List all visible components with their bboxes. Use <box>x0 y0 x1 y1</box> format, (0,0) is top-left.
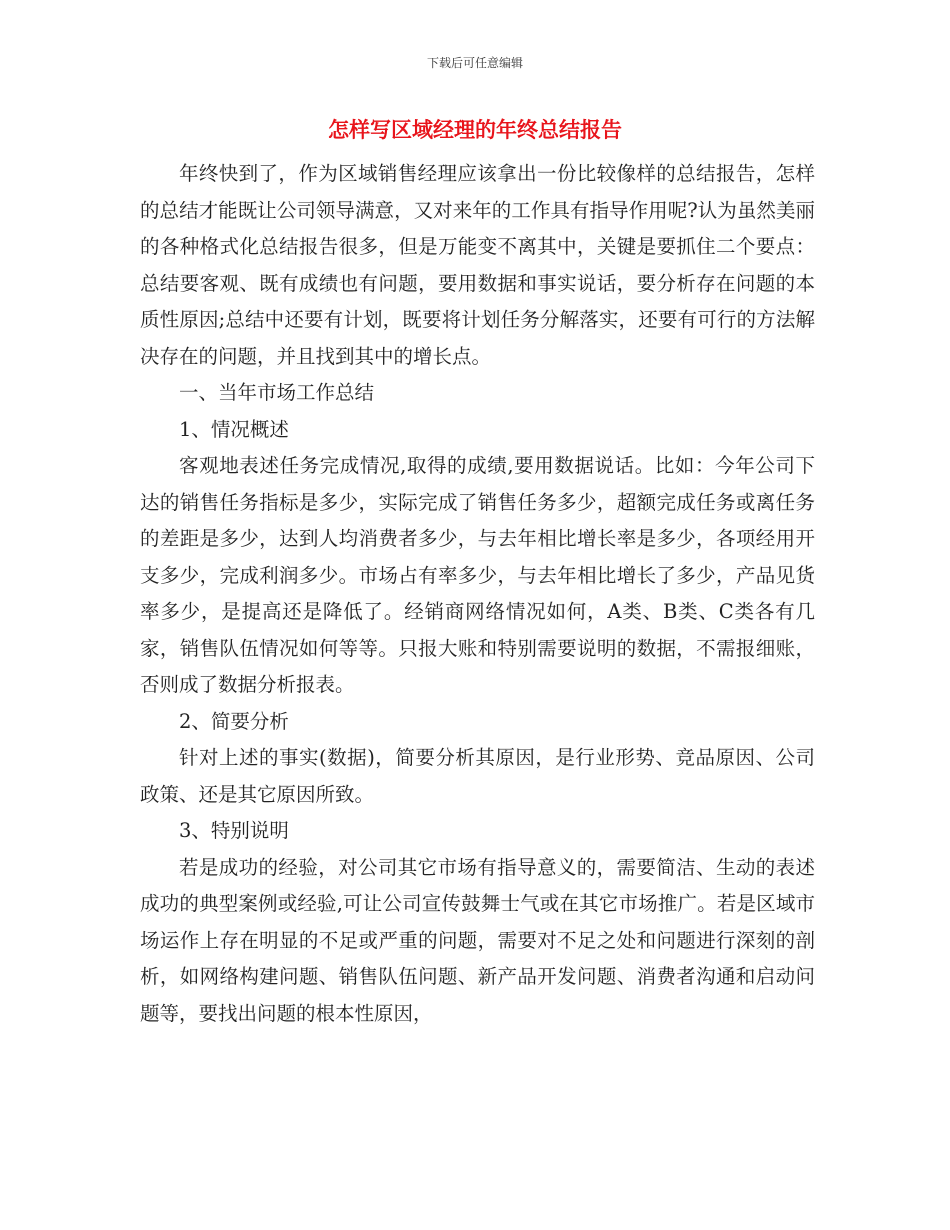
document-title: 怎样写区域经理的年终总结报告 <box>328 118 622 142</box>
body-paragraph: 针对上述的事实(数据)，简要分析其原因，是行业形势、竞品原因、公司政策、还是其它原因所致。 <box>140 746 815 806</box>
intro-paragraph: 年终快到了，作为区域销售经理应该拿出一份比较像样的总结报告，怎样的总结才能既让公司领导满意，又对来年的工作具有指导作用呢?认为虽然美丽的各种格式化总结报告很多，但是万能变不离其中，关键是要抓住二个要点：总结要客观、既有成绩也有问题，要用数据和事实说话，要分析存在问题的本质性原因;总结中还要有计划，既要将计划任务分解落实，还要有可行的方法解决存在的问题，并且找到其中的增长点。 <box>140 162 815 368</box>
subsection-heading: 3、特别说明 <box>179 819 289 842</box>
subsection-heading: 1、情况概述 <box>179 417 289 441</box>
body-paragraph: 若是成功的经验，对公司其它市场有指导意义的，需要简洁、生动的表述成功的典型案例或经验,可让公司宣传鼓舞士气或在其它市场推广。若是区域市场运作上存在明显的不足或严重的问题，需要对不足之处和问题进行深刻的剖析，如网络构建问题、销售队伍问题、新产品开发问题、消费者沟通和启动问题等，要找出问题的根本性原因， <box>140 855 815 1025</box>
section-heading: 一、当年市场工作总结 <box>179 381 375 404</box>
body-paragraph: 客观地表述任务完成情况,取得的成绩,要用数据说话。比如：今年公司下达的销售任务指标是多少，实际完成了销售任务多少，超额完成任务或离任务的差距是多少，达到人均消费者多少，与去年相比增长率是多少，各项经用开支多少，完成利润多少。市场占有率多少，与去年相比增长了多少，产品见货率多少，是提高还是降低了。经销商网络情况如何，A类、B类、C类各有几家，销售队伍情况如何等等。只报大账和特别需要说明的数据，不需报细账，否则成了数据分析报表。 <box>140 454 815 696</box>
page-header-note: 下载后可任意编辑 <box>426 56 523 70</box>
subsection-heading: 2、简要分析 <box>179 709 289 733</box>
document-body <box>140 156 815 1032</box>
